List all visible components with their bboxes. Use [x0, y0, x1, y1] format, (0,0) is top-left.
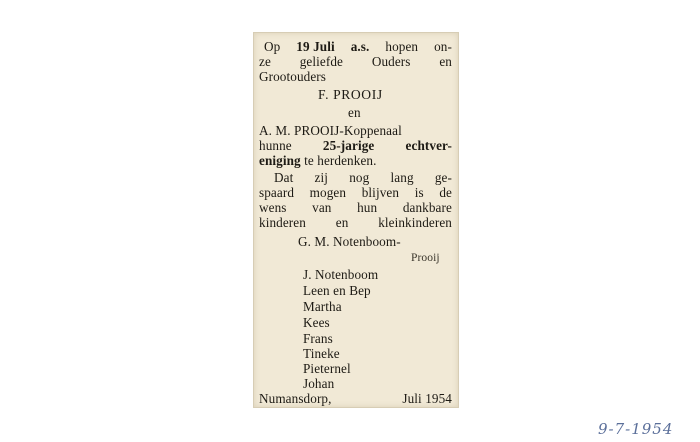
word: Ouders — [371, 54, 411, 69]
text-line-1 — [264, 39, 452, 54]
word: ze — [259, 54, 271, 69]
wish-line-2 — [259, 185, 452, 200]
word: en — [439, 54, 452, 69]
child-name-first-suffix: Prooij — [411, 252, 440, 264]
child-name: Martha — [303, 299, 342, 314]
newspaper-clipping — [253, 32, 459, 408]
word: mogen — [309, 185, 347, 200]
text-line-2 — [259, 54, 452, 69]
place-date-line — [259, 391, 452, 406]
word: hun — [357, 200, 378, 215]
child-name: Kees — [303, 315, 330, 330]
word: eniging — [259, 153, 301, 168]
anniversary-years: 25-jarige — [322, 138, 375, 153]
word: geliefde — [299, 54, 344, 69]
text-line-6 — [259, 138, 452, 153]
conjunction: en — [348, 105, 361, 120]
word: zij — [314, 170, 329, 185]
child-name: Pieternel — [303, 361, 351, 376]
word: Dat — [274, 170, 294, 185]
child-name-first: G. M. Notenboom- — [298, 234, 401, 249]
word: ge- — [434, 170, 452, 185]
wish-line-4 — [259, 215, 452, 230]
footer-date: Juli 1954 — [402, 391, 452, 406]
word: van — [312, 200, 332, 215]
word: spaard — [259, 185, 295, 200]
word: de — [439, 185, 452, 200]
word: kleinkinderen — [378, 215, 452, 230]
child-name: Leen en Bep — [303, 283, 371, 298]
child-name: J. Notenboom — [303, 267, 379, 282]
wish-line-1 — [274, 170, 452, 185]
word: blijven — [361, 185, 400, 200]
place: Numansdorp, — [259, 391, 332, 406]
word: echtver- — [405, 138, 452, 153]
word: Op — [264, 39, 281, 54]
word: wens — [259, 200, 287, 215]
announcement-date: 19 Juli — [296, 39, 335, 54]
word: on- — [434, 39, 452, 54]
husband-name: F. PROOIJ — [318, 87, 383, 102]
word: hunne — [259, 138, 292, 153]
handwritten-date: 9-7-1954 — [598, 420, 674, 438]
word: is — [414, 185, 424, 200]
word: a.s. — [350, 39, 370, 54]
word: en — [335, 215, 349, 230]
word: lang — [390, 170, 414, 185]
child-name: Johan — [303, 376, 335, 391]
text-line-3: Grootouders — [259, 69, 327, 84]
word: dankbare — [402, 200, 452, 215]
word: hopen — [385, 39, 419, 54]
text-line-7 — [259, 153, 377, 168]
word: nog — [349, 170, 370, 185]
child-name: Frans — [303, 331, 333, 346]
wife-name: A. M. PROOIJ-Koppenaal — [259, 123, 402, 138]
child-name: Tineke — [303, 346, 340, 361]
word: te herdenken. — [304, 153, 377, 168]
wish-line-3 — [259, 200, 452, 215]
word: kinderen — [259, 215, 306, 230]
